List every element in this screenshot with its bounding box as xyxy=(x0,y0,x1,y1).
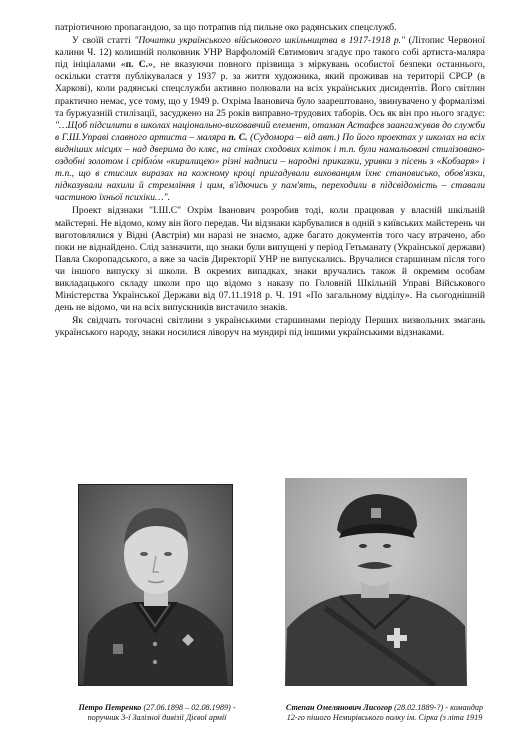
caption-name: Степан Омелянович Лисогор xyxy=(285,703,393,712)
caption-dates: (27.06.1898 – 02.08.1989) - xyxy=(141,703,236,712)
photo-row xyxy=(60,478,490,688)
article-body xyxy=(55,22,485,340)
paragraph-2 xyxy=(55,35,485,204)
portrait-photo-petrenko-image xyxy=(78,484,233,686)
caption-lysohor xyxy=(277,703,492,723)
text-run: Як свідчать тогочасні світлини з українськими старшинами періоду Перших визвольних змагань українського народу, знаки носилися ліворуч на мундирі під іншими українськими відзнаками. xyxy=(55,315,485,339)
text-run: », не вказуючи повного прізвища з міркувань особистої безпеки останнього, оскільки стаття публікувалася у 1937 р. за життя художника, який проживав на території СРСР (в Харкові), коли радянські спецслужби активно полювали на всіх українських дисидентів. Його світлин практично немає, усе тому, що у 1949 р. Охріма Івановича було заарештовано, звинувачено у формалізмі та буржуазній стилізації, засуджено на 25 років виправно-трудових таборів. Ось як він про нього згадує: xyxy=(55,59,485,119)
portrait-photo-lysohor-image xyxy=(285,478,467,686)
article-title: "Початки українського військового шкільництва в 1917-1918 р." xyxy=(134,35,406,47)
text-run: (Літопис Червоної калини Ч. 12) колишній полковник УНР Варфоломій Євтимович згадує про такого собі артиста-маляра під ініціалами « xyxy=(55,35,486,71)
paragraph-3 xyxy=(55,205,485,314)
caption-petrenko xyxy=(52,703,262,723)
portrait-photo-lysohor xyxy=(285,478,467,686)
text-run: Проект відзнаки "І.Ш.С" Охрім Іванович розробив тоді, коли працював у власній шкільній майстерні. Не відомо, кому він його передав. Чи відзнаки карбувалися в одній з київських майстерень чи виготовлялися у Відні (Австрія) ми наразі не знаємо, адже багато документів того часу втрачено, або поки не віднайдено. Слід зазначити, що знаки були випущені у період Гетьманату (Української держави) Павла Скоропадського, а вже за часів Директорії УНР не випускались. Вручалися старшинам після того чи іншого випуску зі школи. В окремих випадках, знаки вручались також й окремим особам викладацького складу школи про що відомо з наказу по Головній Шкільній Управі Військового Міністерства Української Держави від 07.11.1918 р. Ч. 191 «По загальному відділу». На сьогоднішній день не відомо, чи на всіх випускників вистачило знаків. xyxy=(55,205,485,314)
text-run: патріотичною пропагандою, за що потрапив під пильне око радянських спецслужб. xyxy=(55,22,397,33)
caption-name: Петро Петренко xyxy=(78,703,142,712)
text-run: У своїй статті xyxy=(72,35,135,47)
initials: п. С. xyxy=(125,59,149,71)
paragraph-4 xyxy=(55,315,485,339)
portrait-photo-petrenko xyxy=(78,484,233,686)
caption-role: 12-го пішого Немирівського полку ім. Сірка (з літа 1919 xyxy=(286,713,483,722)
caption-dates: (28.02.1889-?) - командир xyxy=(392,703,484,712)
caption-role: поручник 3-ї Залізної дивізії Дієвої армії xyxy=(87,713,227,722)
initials-quote: п. С. xyxy=(228,131,248,143)
paragraph-1 xyxy=(55,22,485,34)
quote-text: "…Щоб підсилити в школах національно-виховавчий елемент, отаман Астафєв заангажував до служби в Г.Ш.Управі славного артиста – маляра xyxy=(55,119,485,143)
quote-text-cont: (Судомора – від авт.) По його проектах у школах на всіх видніших місцях – над дверима до кляс, на стінах сходових кліток і т.п. були намальовані стилізовано-оздобні золотом і срібло́м «кирилицею» різні надписи – народні приказки, уривки з пісень з «Кобзаря» і т.п., що в стислих виразах на кожному кроці пригадували вихованцям їхнє становисько, обов'язки, підказували нахили й стремління і цим, в'ідючись у пам'ять, переходили в підсвідомість – ставали частиною їхньої психіки…". xyxy=(55,131,485,204)
